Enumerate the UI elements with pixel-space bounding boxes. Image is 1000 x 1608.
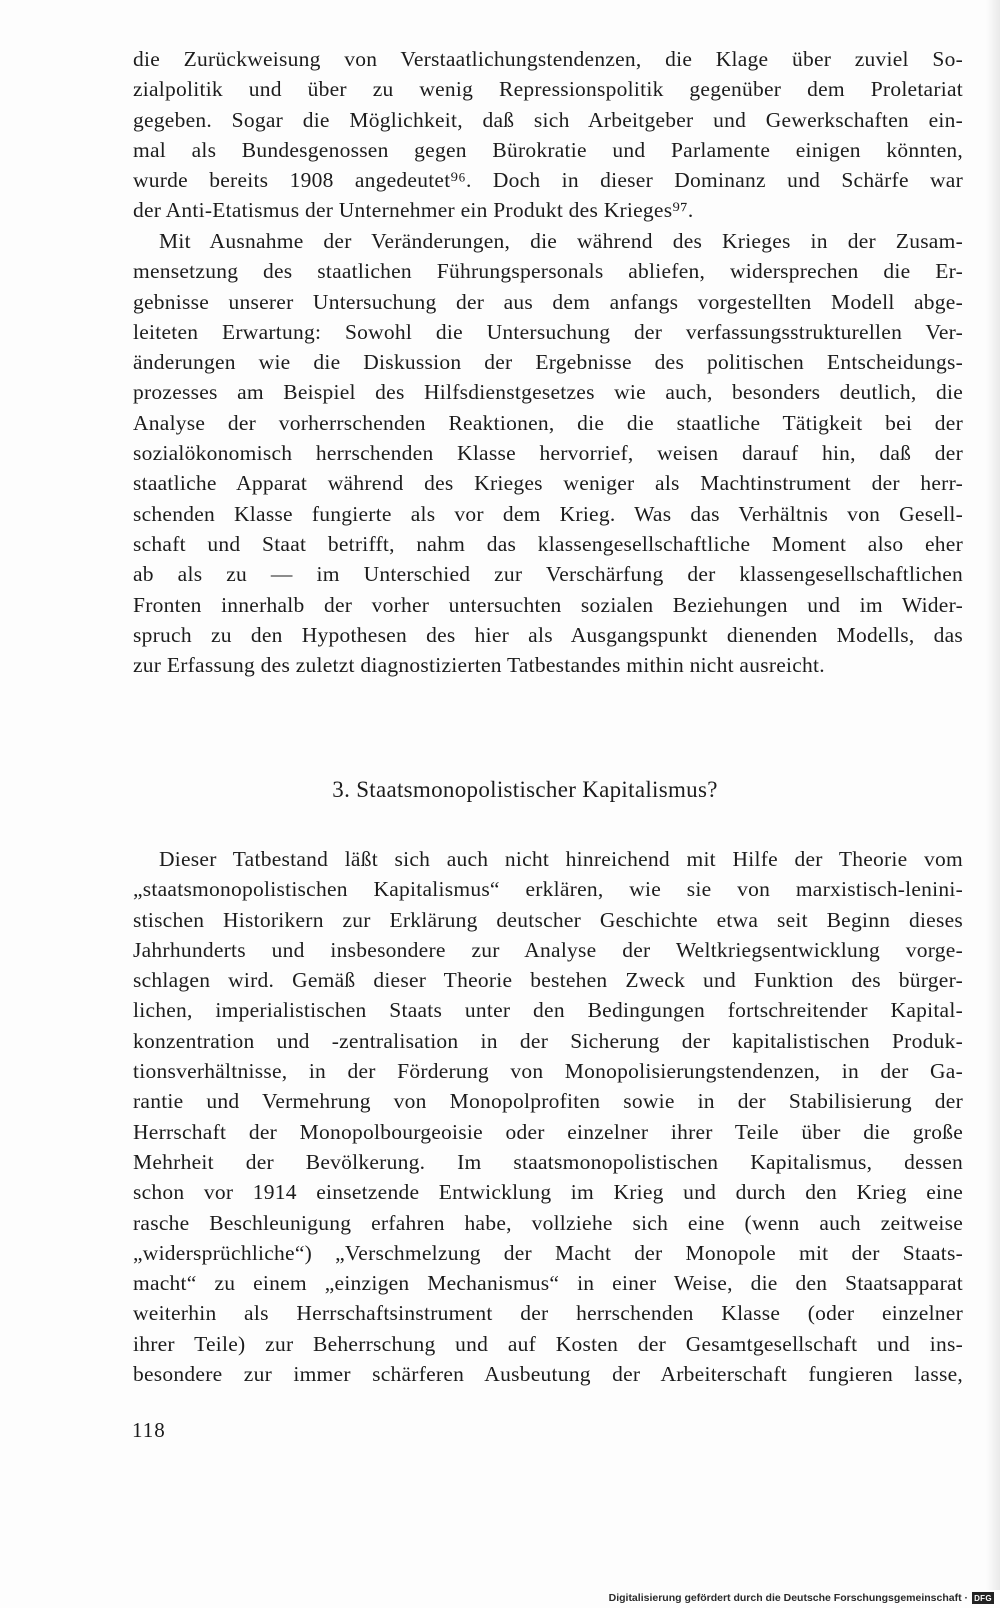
text-line: „widersprüchliche“) „Verschmelzung der Macht der Monopole mit der Staats- (133, 1240, 963, 1265)
section-heading: 3. Staatsmonopolistischer Kapitalismus? (332, 777, 718, 802)
paragraph-section-body (133, 844, 963, 1389)
text-line: der Anti-Etatismus der Unternehmer ein Produkt des Krieges⁹⁷. (133, 198, 694, 223)
text-line: stischen Historikern zur Erklärung deutscher Geschichte etwa seit Beginn dieses (133, 907, 963, 932)
text-line: Jahrhunderts und insbesondere zur Analyse der Weltkriegsentwicklung vorge- (133, 937, 963, 962)
text-line: besondere zur immer schärferen Ausbeutung der Arbeiterschaft fungieren lasse, (133, 1362, 963, 1387)
text-line: rasche Beschleunigung erfahren habe, vollziehe sich eine (wenn auch zeitweise (133, 1210, 963, 1235)
footer-credit: Digitalisierung gefördert durch die Deutsche Forschungsgemeinschaft · (608, 1592, 968, 1604)
paragraph-continuation (133, 44, 963, 226)
text-line: sozialökonomisch herrschenden Klasse hervorrief, weisen darauf hin, daß der (133, 441, 963, 466)
digitization-footer (609, 1592, 994, 1604)
text-line: die Zurückweisung von Verstaatlichungstendenzen, die Klage über zuviel So- (133, 47, 963, 71)
text-line: Mehrheit der Bevölkerung. Im staatsmonopolistischen Kapitalismus, dessen (133, 1149, 963, 1174)
text-line: änderungen wie die Diskussion der Ergebnisse des politischen Entscheidungs- (133, 350, 963, 375)
text-line: wurde bereits 1908 angedeutet⁹⁶. Doch in dieser Dominanz und Schärfe war (133, 168, 963, 193)
text-line: „staatsmonopolistischen Kapitalismus“ erklären, wie sie von marxistisch-lenini- (133, 877, 963, 902)
text-line: konzentration und -zentralisation in der Sicherung der kapitalistischen Produk- (133, 1028, 963, 1053)
text-line: spruch zu den Hypothesen des hier als Ausgangspunkt dienenden Modells, das (133, 622, 963, 647)
text-line: tionsverhältnisse, in der Förderung von Monopolisierungstendenzen, in der Ga- (133, 1059, 963, 1084)
text-line: macht“ zu einem „einzigen Mechanismus“ in einer Weise, die den Staatsapparat (133, 1271, 963, 1296)
paragraph-conclusion (133, 226, 963, 680)
text-line: schlagen wird. Gemäß dieser Theorie bestehen Zweck und Funktion des bürger- (133, 968, 963, 993)
text-line: Herrschaft der Monopolbourgeoisie oder einzelner ihrer Teile über die große (133, 1119, 963, 1144)
text-line: staatliche Apparat während des Krieges weniger als Machtinstrument der herr- (133, 471, 963, 496)
text-line: weiterhin als Herrschaftsinstrument der herrschenden Klasse (oder einzelner (133, 1301, 963, 1326)
text-line: gebnisse unserer Untersuchung der aus dem anfangs vorgestellten Modell abge- (133, 289, 963, 314)
text-line: zialpolitik und über zu wenig Repressionspolitik gegenüber dem Proletariat (133, 77, 963, 102)
text-line: prozesses am Beispiel des Hilfsdienstgesetzes wie auch, besonders deutlich, die (133, 380, 963, 405)
text-line: mensetzung des staatlichen Führungspersonals abliefen, widersprechen die Er- (133, 259, 963, 284)
text-line: leiteten Erwartung: Sowohl die Untersuchung der verfassungsstrukturellen Ver- (133, 319, 963, 344)
text-line: zur Erfassung des zuletzt diagnostizierten Tatbestandes mithin nicht ausreicht. (133, 653, 825, 678)
page-number: 118 (132, 1418, 166, 1442)
text-line: lichen, imperialistischen Staats unter den Bedingungen fortschreitender Kapital- (133, 998, 963, 1023)
text-line: schon vor 1914 einsetzende Entwicklung im Krieg und durch den Krieg eine (133, 1180, 963, 1205)
dfg-logo: DFG (972, 1592, 994, 1604)
text-line: Dieser Tatbestand läßt sich auch nicht hinreichend mit Hilfe der Theorie vom (159, 847, 963, 871)
text-line: Analyse der vorherrschenden Reaktionen, die die staatliche Tätigkeit bei der (133, 410, 963, 435)
text-line: ab als zu — im Unterschied zur Verschärfung der klassengesellschaftlichen (133, 562, 963, 587)
text-line: Mit Ausnahme der Veränderungen, die während des Krieges in der Zusam- (159, 229, 963, 253)
text-line: gegeben. Sogar die Möglichkeit, daß sich Arbeitgeber und Gewerkschaften ein- (133, 107, 963, 132)
text-line: Fronten innerhalb der vorher untersuchten sozialen Beziehungen und im Wider- (133, 592, 963, 617)
text-line: ihrer Teile) zur Beherrschung und auf Kosten der Gesamtgesellschaft und ins- (133, 1331, 963, 1356)
text-line: schenden Klasse fungierte als vor dem Krieg. Was das Verhältnis von Gesell- (133, 501, 963, 526)
text-line: rantie und Vermehrung von Monopolprofiten sowie in der Stabilisierung der (133, 1089, 963, 1114)
text-line: schaft und Staat betrifft, nahm das klassengesellschaftliche Moment also eher (133, 531, 963, 556)
text-line: mal als Bundesgenossen gegen Bürokratie und Parlamente einigen könnten, (133, 137, 963, 162)
